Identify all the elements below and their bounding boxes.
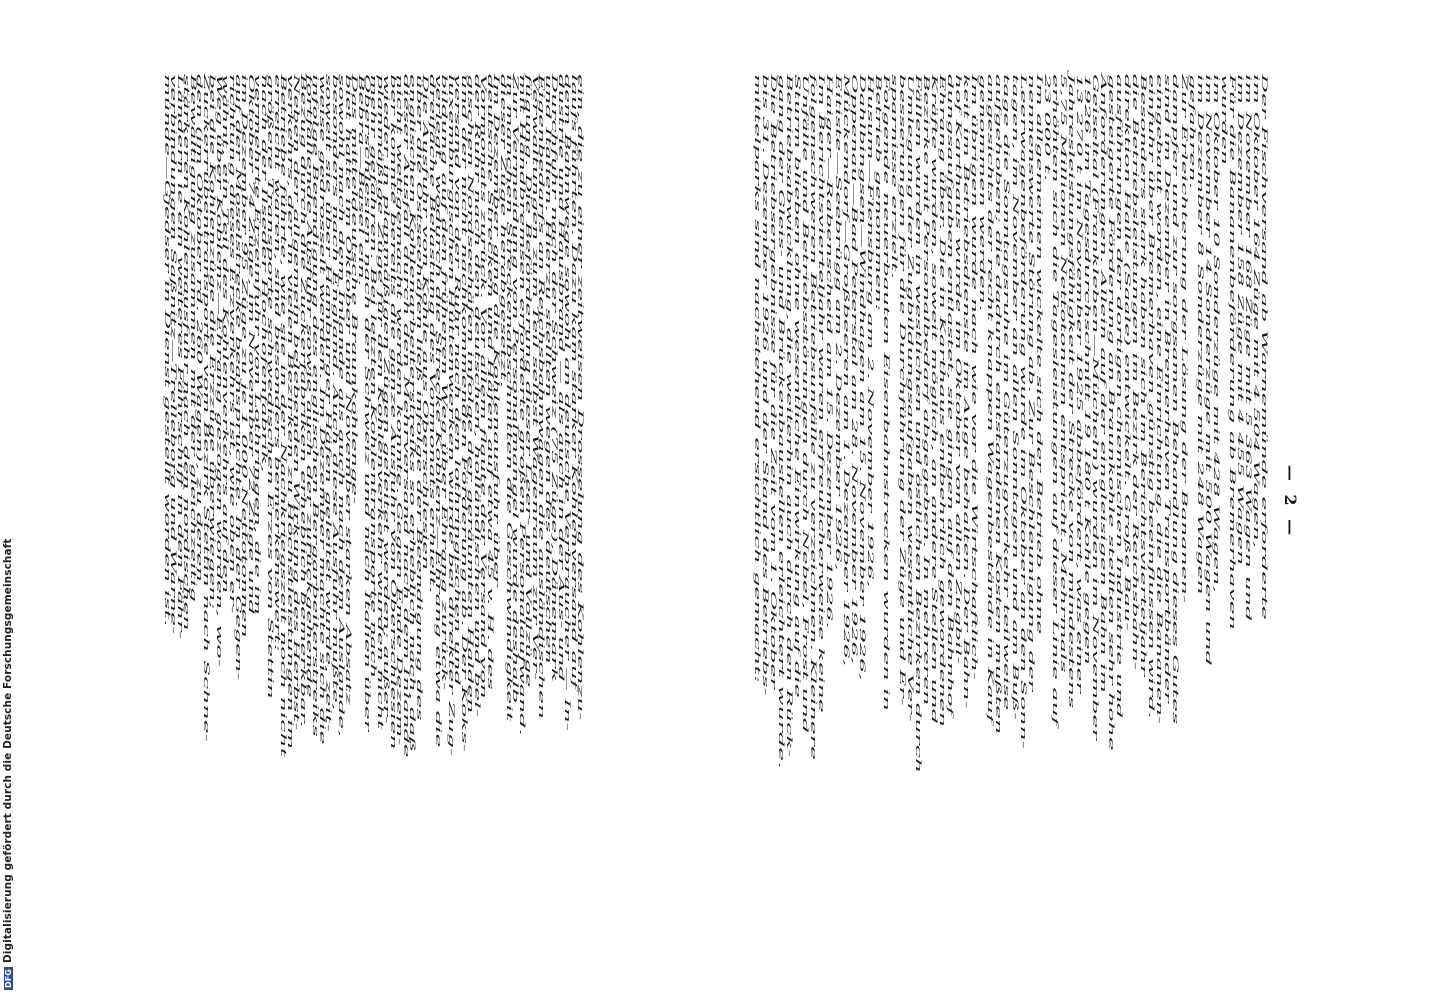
text-line: Die Ausfuhr von Kohle aus Oberschlesien (421, 74, 431, 571)
text-line: Bezirke mit Personalbedarf abgegeben. In mehreren (922, 74, 932, 706)
text-line: Husum—Flensburg am 2. November 1926, (865, 74, 875, 588)
text-line: planmäßige Züge für den Kohlenverkehr wurden nicht (375, 74, 385, 730)
text-line: einfuhr über Bremerhaven günstig beeinflussen wird. (1147, 74, 1157, 720)
column-left (164, 74, 583, 904)
text-line: versand von der Ruhr nach den lothringischen und (453, 74, 463, 686)
dfg-logo: DFG (4, 969, 13, 988)
text-line: wurden (1219, 74, 1229, 166)
text-line: Fällen wurden in westlichen und östlichen Bezirken durch (913, 74, 923, 774)
text-line: Betriebe führte, wie sie in der Nachkriegszeit noch nicht (279, 74, 289, 758)
text-line: dampfer und zur sorgsamen Behandlung dieses Gutes (1171, 74, 1181, 725)
text-line: gesteigerte Förderung an Braunkohle stellten sehr hohe (1107, 74, 1117, 751)
text-line: 23 000 t. (1042, 74, 1052, 182)
text-line: und Italien. Hierzu stellten wegen des deutschen (543, 74, 553, 664)
text-line: den (im Oktober rd. 260 Wagen), zu deren (195, 74, 205, 583)
text-line: die Betriebsleistungen im Bezirk der Reichsbahn- (1131, 74, 1141, 671)
text-line: im Oktober 10 Sonderzüge mit 428 Wagen, (1211, 74, 1221, 593)
text-line: verkehrs, der in vielen Bezirken zu Höchstleistungen im (285, 74, 295, 750)
text-line: soweit sie über Hamburger Häfen geleitet wurde, zeit- (324, 74, 334, 732)
text-line: Neben der allgemein belebenden Wirkung des Herbst- (292, 74, 302, 731)
text-line: erhöhten sich die Tagesleistungen auf dieser Linie auf (1050, 74, 1060, 726)
text-line: Bezug durch die Zuckerfabriken erheblich bemerkbar. (298, 74, 308, 728)
text-line: Anforderungen. Allein auf der eingleisigen Bahn im (1099, 74, 1109, 694)
text-line: Weg über Koblenz—Ehrang gezogen worden, wo- (214, 74, 224, 667)
text-line: über die Ostseehäfen ließ infolge der Beendigung des (414, 74, 424, 721)
text-line: Oberschlesien nach der Schweiz und nach Italien über (363, 74, 373, 732)
column-right (753, 74, 1268, 904)
digitization-footer (2, 0, 22, 1000)
text-line: Durchfuhr nach der Schweiz (75 Züge), Dänemark (550, 74, 560, 683)
text-line: und der nicht nachkommenden Förderung ab. Der Koks- (459, 74, 469, 752)
text-line: weise gedrosselt werden. Im Dezember machte sich die (317, 74, 327, 745)
text-line: in manchen Streckenabschnitten die Geschwindigkeit (505, 74, 515, 722)
text-line: deutsche Strecken und Häfen auf etwa 45 v. H. des (485, 74, 495, 690)
text-line: Haiger—Rabenscheid am 15. Dezember 1926. (825, 74, 835, 629)
text-line: laufs führten. Dazu kam starker Kohlenversand auf (569, 74, 579, 689)
text-line: Geiseltal (Frankleben—Mücheln) wurden im November (1091, 74, 1101, 740)
text-line: eingebaut worden, eine Einrichtung, die die Bananen- (1155, 74, 1165, 725)
text-line: wieder in planmäßigen Zügen geleitet werden; außer- (382, 74, 392, 725)
text-line: nennenswerte Störung ab. Zur Beschleunigung der (1026, 74, 1036, 692)
text-line: auf der Moselstrecke beanspruchte. In der Gegen- (233, 74, 243, 681)
text-line: Umlegung der Zugbildungsaufgaben wesentliche Ver- (905, 74, 915, 722)
text-line: mit Handbremsen erforderte großen Personalaufwand. (517, 74, 527, 736)
text-line: mehr gefahren. Bei letzten Kohlentransporte nach (369, 74, 379, 679)
text-line: Zur Erleichterung der Lösung der Bananen- (1179, 74, 1189, 603)
text-line: hof Karthaus wurde im Oktober von allen Zugbil- (954, 74, 964, 665)
text-line: verbindungen Saßnitz—Trelleborg und Warne- (169, 74, 179, 635)
text-line: Zuckerrübentransporte vom Bezirk Stettin nach Schne- (201, 74, 211, 742)
text-line: münde—Gjedser in Dienst gestellt worden ist. (163, 74, 172, 627)
text-line: sind im Dezember in Bremerhaven Transportbänder (1163, 74, 1173, 703)
text-line: folgenschweren Betriebsunfälle zu verzeichnen. Kleinere (809, 74, 819, 760)
text-line: ber konnte bereits die ganze Ausfuhr von Oberschlesien (388, 74, 398, 750)
text-line: fügung. Die Beförderung dieser Leer- und Vollzüge (524, 74, 534, 688)
text-line: gefahren. (1187, 74, 1197, 190)
text-line: keit im Betriebsdienste im Auge behalten. Der Bahn- (962, 74, 972, 709)
text-line: im November 14 Sonderzüge mit 500 Wagen und (1203, 74, 1213, 666)
text-line: genommen werden. (978, 74, 988, 312)
text-line: dreifache Belastung des Vormonats erhielt. (427, 74, 437, 594)
text-line: 13 270 t im November 1925 abbefördert, was einer (1074, 74, 1084, 693)
text-line: Zur Vermeidung von Personalmangel wurde deshalb (511, 74, 521, 704)
text-line: Eitiste—Seebrügg am 2. Dezember 1926, (833, 74, 843, 571)
text-line: angesichts der recht knappen Wagenbestände in Kauf (986, 74, 996, 723)
text-line: verlegt, wodurch die Strecke Koblenz—Ehrang etwa die (434, 74, 444, 748)
text-line: mittelparks sind nachstehend ersichtlich gemacht: (753, 74, 763, 683)
text-line: Betrieb genommen: (873, 74, 883, 312)
text-line: im Dezember 95 Züge zu je 1 000 Nettotonnen (240, 74, 250, 638)
text-line: erreicht waren, sind besonders bemerkenswert: (272, 74, 282, 652)
text-line: Vormonats zurück. Vor allem flaute der Versand von (479, 74, 489, 699)
text-line: Sturm blieben ohne wesentliche Einwirkung auf die (793, 74, 803, 698)
page-number: — 2 — (1281, 464, 1300, 540)
text-line: im Dezember 8 Sonderzüge mit 248 Wagen (1195, 74, 1205, 595)
text-line: ein, die zu einer zeitweisen Drosselung des Kohlenzu- (576, 74, 585, 721)
text-line: Im allgemeinen wickelte sich der Betrieb ohne (1034, 74, 1044, 635)
text-line: Oppenau—Bad Peterstal am 28. November 1926, (849, 74, 859, 665)
text-line: Jahresleistungsfähigkeit der Strecke von mindestens (1066, 74, 1076, 709)
text-line: Besonders stark haben sich im Berichtsvierteljahr (1139, 74, 1149, 677)
text-line: 5,75 Millionen Nettotonnen entspricht. Mehrmals (1058, 74, 1068, 673)
text-line: dieser Züge herabgesetzt. (498, 74, 508, 388)
text-line: Die Betriebsergebnisse für die Zeit vom 1. Oktober (769, 74, 779, 689)
text-line: besserungen für die Durchführung der Züge und Er- (897, 74, 907, 706)
text-line: Betriebsabwicklung, die weiterhin auch durch den Rück- (785, 74, 795, 758)
text-line: 1926 im Tagesdurchschnitt 19 180 t Kohle gegen (1082, 74, 1092, 665)
text-line: im Dezember 158 Züge mit 4 455 Wagen (1235, 74, 1245, 566)
text-line: Oktober 74 Züge, im November 72 Züge und (246, 74, 256, 615)
text-line: Ländern ie ein weiteres Fährschiff in den Fähr- (175, 74, 185, 640)
text-line: Im übrigen wurde nach wie vor die Wirtschaftlich- (970, 74, 980, 680)
text-line: größere Transporte schwedischen Erzes von Stettin (266, 74, 276, 699)
text-line: Mückendorf—Großbeeren am 1. Dezember 1926, (841, 74, 851, 667)
text-line: dem Bahnwege sowohl an deutsche Verbraucher — In- (563, 74, 573, 731)
text-line: dieser Ausfall durch den Mehrversand nach dem Inlande (401, 74, 411, 758)
text-line: Das mitteldeutsche Braunkohlenge- (350, 74, 360, 505)
text-line: Für die Bananenbeförderung ab Bremerhaven (1227, 74, 1237, 631)
text-line: bis 31. Dezember 1926 und der Stand des Betriebs- (761, 74, 771, 696)
text-line: biet hatte im Oktober und November starken Absatz (343, 74, 353, 705)
text-line: Im Dezember ging die Kohlenausfuhr über (492, 74, 502, 587)
printed-sheet (143, 62, 1308, 942)
text-line: richtung dieses Erzverkehrs ist, wie oben er- (227, 74, 237, 614)
text-line: Bebra—Basel ein. (356, 74, 366, 287)
text-line: im November 168 Züge mit 5 363 Wagen und (1243, 74, 1253, 622)
text-line: dustrie und Hausbrand — als auch in der Aus- und (556, 74, 566, 682)
text-line: sparnisse erzielt. (889, 74, 899, 280)
text-line: Ehrang über. Die in Karthaus entbehrlich gewordenen (938, 74, 948, 728)
text-line: tagen, im November an allen Sonntagen und am Buß- (1010, 74, 1020, 720)
text-line: vermehrte Erzeinfuhr von Lothringen, die im (253, 74, 263, 616)
text-line: dungsaufgaben entlastet, sie gingen auf den Bahnhof (946, 74, 956, 716)
text-line: nicht wettgemacht werden konnte. Gegen Ende Dezem- (395, 74, 405, 746)
text-line: Dahlbingsen—Windhagen am 15. November 1926, (857, 74, 867, 681)
text-line: nach der Ilseder Hochofenfabrik, (259, 74, 269, 473)
text-line: der Ruhr nach den deutschen, holländischen und bel- (472, 74, 482, 717)
footer-credit-text: Digitalisierung gefördert durch die Deutsche Forschungsgemeinschaft (2, 538, 14, 964)
text-line: Eigenbedarfs an Reichsbahnwagen die ausländischen (537, 74, 547, 720)
text-line: Folgende neuerbauten Eisenbahnstrecken wurden in (881, 74, 891, 712)
text-line: Verwaltungen zum Teil selbst Wagenraum zur Ver- (530, 74, 540, 681)
text-line: sowohl nach dem Inlande als auch nach dem Auslande, (337, 74, 347, 737)
text-line: luxemburgischen Hüttenwerken wurde bei direkter Zug- (446, 74, 456, 757)
text-line: im Oktober 164 Züge mit 4 504 Wagen, (1251, 74, 1261, 549)
text-line: englischen Kohlenarbeiterstreiks so erheblich nach, daß (408, 74, 418, 753)
text-line: gang der Gleis- und Brückenbaustellen erleichtert wurde. (777, 74, 787, 769)
text-line: Der Fischversand ab Warnemünde erforderte (1260, 74, 1269, 620)
text-line: ausführungen der dortigen chemischen Industrie und (1115, 74, 1125, 719)
text-line: Bewältigung zusammen mit der gleichzeitig (188, 74, 198, 603)
text-line: wähnt, ein Teil des Kohlenverkehrs auf den (221, 74, 231, 594)
text-line: direktion Halle (Saale) entwickelt. Große Bau- (1123, 74, 1133, 631)
text-line: gischen Nordseehäfen infolge der geräumten Halden (466, 74, 476, 714)
text-line: aufgehoben; die dadurch entstandenen Kosten mußten (994, 74, 1004, 735)
text-line: Unfälle und Betriebsstörungen durch Nebel, Frost und (801, 74, 811, 734)
text-line: besonders nach England. Auch diese Ausfuhr mußte, (330, 74, 340, 711)
text-line: Im Berichtsvierteljahr waren erfreulicherweise keine (817, 74, 827, 713)
text-line: stärkeren Kohlenausfuhr nach den nordischen (182, 74, 192, 631)
text-line: fortfallende Ausfuhr sowie auch der zurückgehende (304, 74, 314, 698)
text-line: tage die Sonntagsruhe im Güterzugverkehr teilweise (1002, 74, 1012, 711)
text-line: bildung auf den früheren Weg über Ehrang zurück- (440, 74, 450, 690)
text-line: bei die Kohlenzüge die Erzzüge überwiegen; (208, 74, 218, 610)
text-line: Leerwagenbeförderung wurde im Oktober an den Sonn- (1018, 74, 1028, 749)
text-line: Kräfte wurden, soweit möglich, an andere Stellen und (930, 74, 940, 724)
text-line: infolge Beendigung des englischen Bergarbeiterstreiks (311, 74, 321, 737)
